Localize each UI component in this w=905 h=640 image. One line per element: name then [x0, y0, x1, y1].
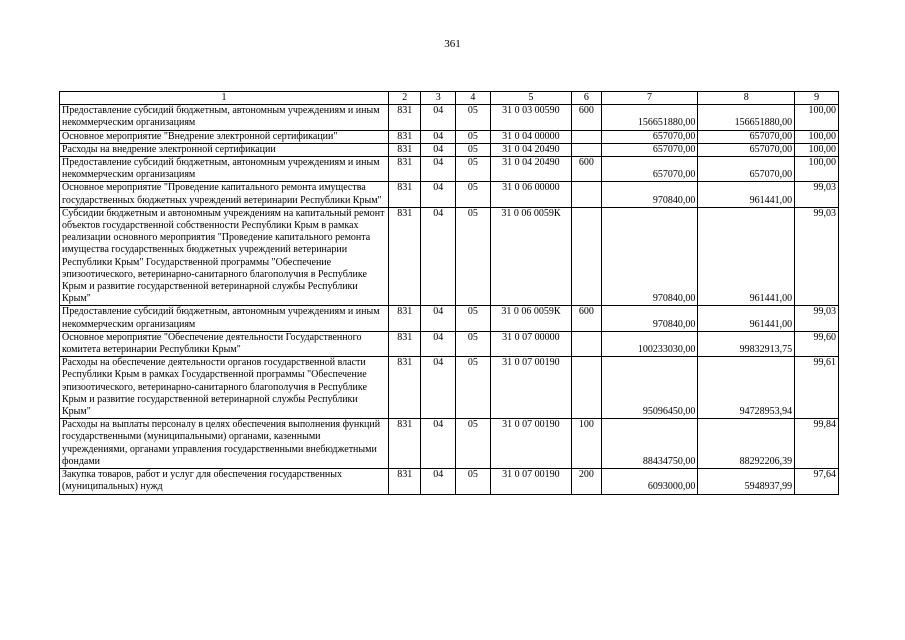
planned-amount-cell: 970840,00: [601, 306, 698, 331]
percent-cell: 99,61: [795, 357, 839, 419]
percent-cell: 100,00: [795, 130, 839, 143]
executed-amount-cell: 961441,00: [698, 207, 795, 306]
expense-type-cell: 600: [572, 306, 602, 331]
section-cell: 04: [421, 331, 456, 356]
section-cell: 04: [421, 306, 456, 331]
subsection-cell: 05: [456, 182, 491, 207]
percent-cell: 99,03: [795, 182, 839, 207]
item-name-cell: Основное мероприятие "Обеспечение деятельности Государственного комитета ветеринарии Республики Крым": [60, 331, 389, 356]
item-name-cell: Закупка товаров, работ и услуг для обеспечения государственных (муниципальных) нужд: [60, 469, 389, 494]
admin-code-cell: 831: [388, 130, 421, 143]
executed-amount-cell: 88292206,39: [698, 419, 795, 469]
target-article-cell: 31 0 07 00000: [490, 331, 571, 356]
expense-type-cell: [572, 130, 602, 143]
admin-code-cell: 831: [388, 331, 421, 356]
section-cell: 04: [421, 182, 456, 207]
table-row: [60, 469, 839, 494]
executed-amount-cell: 156651880,00: [698, 105, 795, 130]
target-article-cell: 31 0 06 0059К: [490, 306, 571, 331]
table-row: [60, 157, 839, 182]
target-article-cell: 31 0 04 20490: [490, 157, 571, 182]
executed-amount-cell: 657070,00: [698, 130, 795, 143]
section-cell: 04: [421, 207, 456, 306]
admin-code-cell: 831: [388, 207, 421, 306]
subsection-cell: 05: [456, 469, 491, 494]
executed-amount-cell: 657070,00: [698, 143, 795, 156]
table-row: [60, 143, 839, 156]
percent-cell: 97,64: [795, 469, 839, 494]
target-article-cell: 31 0 03 00590: [490, 105, 571, 130]
planned-amount-cell: 657070,00: [601, 143, 698, 156]
expense-type-cell: 200: [572, 469, 602, 494]
item-name-cell: Основное мероприятие "Проведение капитального ремонта имущества государственных бюджетных учреждений ветеринарии Республики Крым": [60, 182, 389, 207]
item-name-cell: Расходы на внедрение электронной сертификации: [60, 143, 389, 156]
expense-type-cell: 100: [572, 419, 602, 469]
expense-type-cell: [572, 207, 602, 306]
executed-amount-cell: 657070,00: [698, 157, 795, 182]
target-article-cell: 31 0 07 00190: [490, 419, 571, 469]
admin-code-cell: 831: [388, 105, 421, 130]
expense-type-cell: [572, 143, 602, 156]
planned-amount-cell: 657070,00: [601, 157, 698, 182]
section-cell: 04: [421, 469, 456, 494]
percent-cell: 100,00: [795, 157, 839, 182]
executed-amount-cell: 5948937,99: [698, 469, 795, 494]
item-name-cell: Субсидии бюджетным и автономным учреждениям на капитальный ремонт объектов государственной собственности Республики Крым в рамках реализации основного мероприятия "Проведение капитального ремонта имущества государственных бюджетных учреждений ветеринарии Республики Крым" Государственной программы "Обеспечение эпизоотического, ветеринарно-санитарного благополучия в Республике Крым и развитие государственной ветеринарной службы Республики Крым": [60, 207, 389, 306]
table-row: [60, 357, 839, 419]
section-cell: 04: [421, 130, 456, 143]
planned-amount-cell: 88434750,00: [601, 419, 698, 469]
expense-type-cell: [572, 331, 602, 356]
header-cell: 3: [421, 92, 456, 105]
header-cell: 9: [795, 92, 839, 105]
executed-amount-cell: 961441,00: [698, 182, 795, 207]
planned-amount-cell: 6093000,00: [601, 469, 698, 494]
item-name-cell: Расходы на выплаты персоналу в целях обеспечения выполнения функций государственными (муниципальными) органами, казенными учреждениями, органами управления государственными внебюджетными фондами: [60, 419, 389, 469]
admin-code-cell: 831: [388, 143, 421, 156]
subsection-cell: 05: [456, 207, 491, 306]
expense-type-cell: [572, 182, 602, 207]
admin-code-cell: 831: [388, 357, 421, 419]
subsection-cell: 05: [456, 419, 491, 469]
item-name-cell: Предоставление субсидий бюджетным, автономным учреждениям и иным некоммерческим организациям: [60, 105, 389, 130]
expense-type-cell: 600: [572, 105, 602, 130]
target-article-cell: 31 0 06 0059К: [490, 207, 571, 306]
planned-amount-cell: 95096450,00: [601, 357, 698, 419]
executed-amount-cell: 94728953,94: [698, 357, 795, 419]
table-row: [60, 182, 839, 207]
section-cell: 04: [421, 419, 456, 469]
table-row: [60, 207, 839, 306]
subsection-cell: 05: [456, 130, 491, 143]
subsection-cell: 05: [456, 357, 491, 419]
header-cell: 5: [490, 92, 571, 105]
admin-code-cell: 831: [388, 306, 421, 331]
target-article-cell: 31 0 04 00000: [490, 130, 571, 143]
subsection-cell: 05: [456, 331, 491, 356]
admin-code-cell: 831: [388, 182, 421, 207]
planned-amount-cell: 657070,00: [601, 130, 698, 143]
percent-cell: 99,84: [795, 419, 839, 469]
executed-amount-cell: 961441,00: [698, 306, 795, 331]
admin-code-cell: 831: [388, 419, 421, 469]
target-article-cell: 31 0 07 00190: [490, 469, 571, 494]
expense-type-cell: 600: [572, 157, 602, 182]
executed-amount-cell: 99832913,75: [698, 331, 795, 356]
percent-cell: 100,00: [795, 143, 839, 156]
subsection-cell: 05: [456, 306, 491, 331]
planned-amount-cell: 970840,00: [601, 182, 698, 207]
percent-cell: 99,60: [795, 331, 839, 356]
header-cell: 7: [601, 92, 698, 105]
header-cell: 1: [60, 92, 389, 105]
table-row: [60, 105, 839, 130]
page-number: 361: [444, 38, 461, 50]
item-name-cell: Расходы на обеспечение деятельности органов государственной власти Республики Крым в рамках Государственной программы "Обеспечение эпизоотического, ветеринарно-санитарного благополучия в Республике Крым и развитие государственной ветеринарной службы Республики Крым": [60, 357, 389, 419]
target-article-cell: 31 0 06 00000: [490, 182, 571, 207]
target-article-cell: 31 0 07 00190: [490, 357, 571, 419]
admin-code-cell: 831: [388, 157, 421, 182]
table-row: [60, 130, 839, 143]
section-cell: 04: [421, 143, 456, 156]
planned-amount-cell: 156651880,00: [601, 105, 698, 130]
header-cell: 6: [572, 92, 602, 105]
table-row: [60, 331, 839, 356]
planned-amount-cell: 970840,00: [601, 207, 698, 306]
target-article-cell: 31 0 04 20490: [490, 143, 571, 156]
item-name-cell: Предоставление субсидий бюджетным, автономным учреждениям и иным некоммерческим организациям: [60, 157, 389, 182]
subsection-cell: 05: [456, 143, 491, 156]
table-row: [60, 306, 839, 331]
subsection-cell: 05: [456, 105, 491, 130]
percent-cell: 99,03: [795, 306, 839, 331]
header-cell: 8: [698, 92, 795, 105]
header-cell: 4: [456, 92, 491, 105]
section-cell: 04: [421, 357, 456, 419]
subsection-cell: 05: [456, 157, 491, 182]
section-cell: 04: [421, 157, 456, 182]
expense-type-cell: [572, 357, 602, 419]
percent-cell: 100,00: [795, 105, 839, 130]
table-row: [60, 419, 839, 469]
header-row: [60, 92, 839, 105]
budget-table: [59, 91, 839, 495]
item-name-cell: Предоставление субсидий бюджетным, автономным учреждениям и иным некоммерческим организациям: [60, 306, 389, 331]
planned-amount-cell: 100233030,00: [601, 331, 698, 356]
header-cell: 2: [388, 92, 421, 105]
section-cell: 04: [421, 105, 456, 130]
admin-code-cell: 831: [388, 469, 421, 494]
percent-cell: 99,03: [795, 207, 839, 306]
item-name-cell: Основное мероприятие "Внедрение электронной сертификации": [60, 130, 389, 143]
